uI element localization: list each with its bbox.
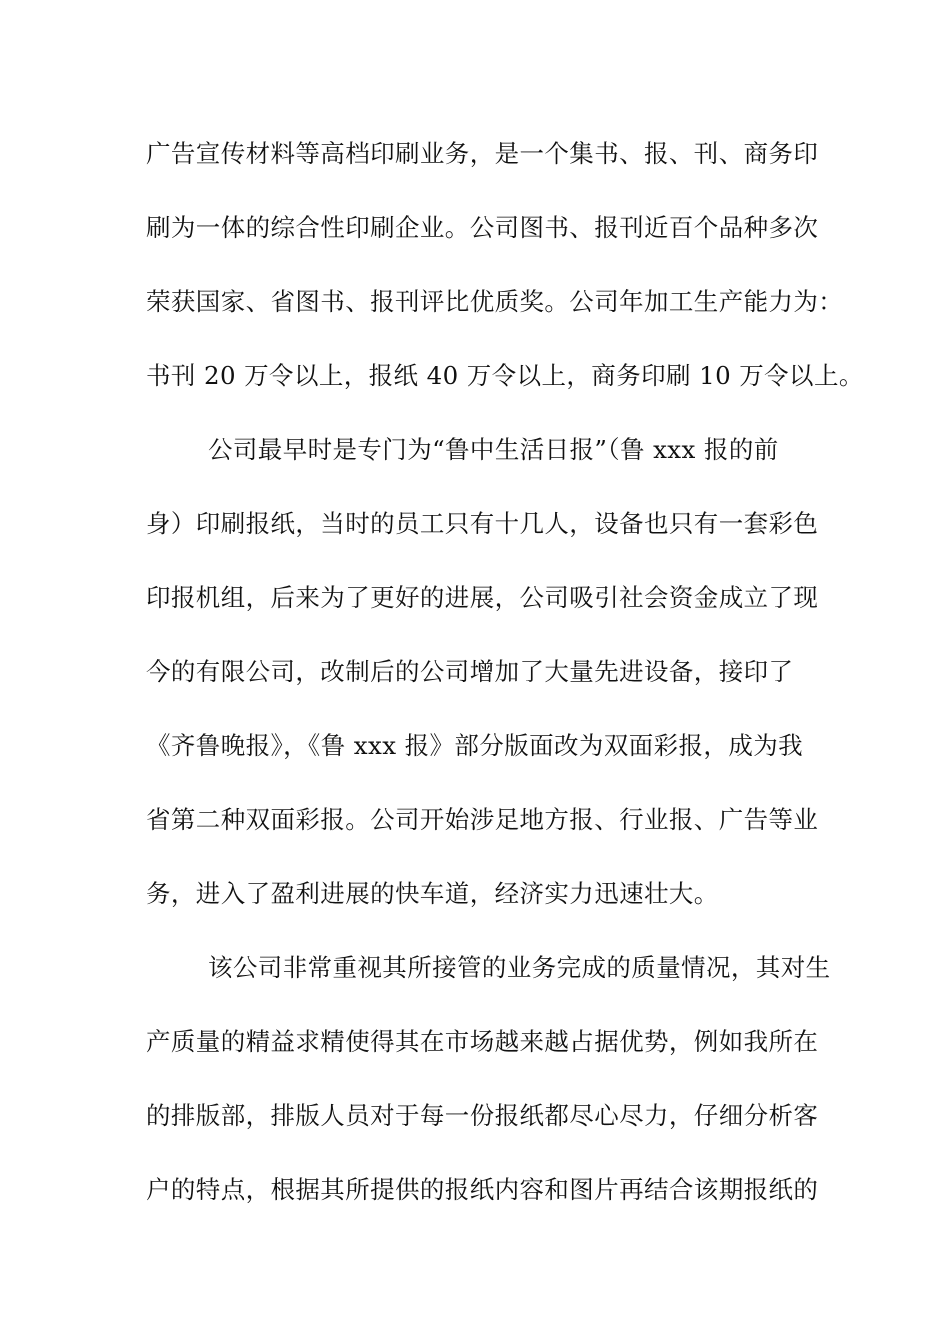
text-line: 户的特点，根据其所提供的报纸内容和图片再结合该期报纸的 (146, 1175, 819, 1204)
text-line: 书刊 20 万令以上，报纸 40 万令以上，商务印刷 10 万令以上。 (146, 361, 864, 390)
text-line: 该公司非常重视其所接管的业务完成的质量情况，其对生 (208, 953, 831, 982)
text-line: 身）印刷报纸，当时的员工只有十几人，设备也只有一套彩色 (146, 509, 819, 538)
text-line: 印报机组，后来为了更好的进展，公司吸引社会资金成立了现 (146, 583, 819, 612)
text-line: 的排版部，排版人员对于每一份报纸都尽心尽力，仔细分析客 (146, 1101, 819, 1130)
text-line: 公司最早时是专门为“鲁中生活日报”（鲁 xxx 报的前 (208, 435, 779, 464)
text-line: 务，进入了盈利进展的快车道，经济实力迅速壮大。 (146, 879, 719, 908)
text-line: 刷为一体的综合性印刷企业。公司图书、报刊近百个品种多次 (146, 213, 819, 242)
paragraph-3 (146, 942, 831, 1238)
body-text (146, 128, 864, 1238)
text-line: 省第二种双面彩报。公司开始涉足地方报、行业报、广告等业 (146, 805, 819, 834)
text-line: 荣获国家、省图书、报刊评比优质奖。公司年加工生产能力为： (146, 287, 844, 316)
text-line: 广告宣传材料等高档印刷业务，是一个集书、报、刊、商务印 (146, 139, 819, 168)
paragraph-1 (146, 128, 864, 424)
text-line: 《齐鲁晚报》，《鲁 xxx 报》部分版面改为双面彩报，成为我 (146, 731, 804, 760)
paragraph-2 (146, 424, 826, 942)
text-line: 产质量的精益求精使得其在市场越来越占据优势，例如我所在 (146, 1027, 819, 1056)
text-line: 今的有限公司，改制后的公司增加了大量先进设备，接印了 (146, 657, 794, 686)
